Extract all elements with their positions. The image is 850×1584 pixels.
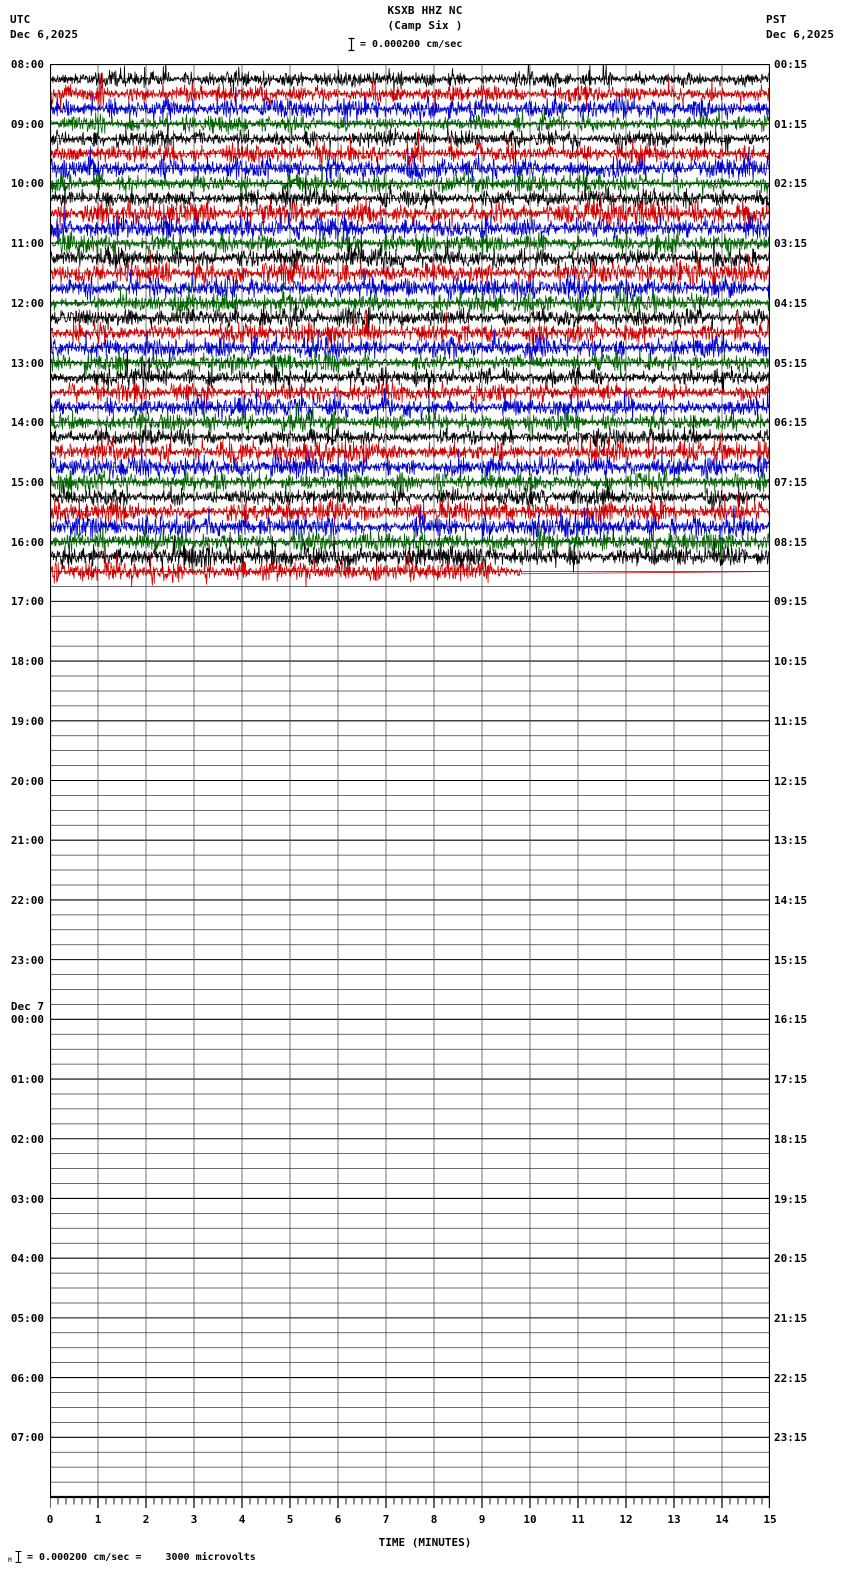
- axis-tick-label: 1: [94, 1513, 102, 1526]
- hour-label-right: 00:15: [774, 58, 808, 71]
- hour-label-left: 18:00: [10, 655, 44, 669]
- hour-label-right: 02:15: [774, 177, 808, 191]
- hour-label-left: 06:00: [10, 1371, 44, 1385]
- hour-label-left: 03:00: [10, 1192, 44, 1206]
- hour-label-left: 02:00: [10, 1132, 44, 1146]
- hour-label-left: 23:00: [10, 953, 44, 967]
- hour-label-right: 10:15: [774, 655, 808, 669]
- hour-label-left: 21:00: [10, 834, 44, 848]
- header-scale-legend: [348, 36, 462, 52]
- hour-label-right: 03:15: [774, 237, 808, 251]
- axis-tick-label: 11: [571, 1513, 585, 1526]
- axis-tick-label: 6: [334, 1513, 342, 1526]
- hour-label-right: 16:15: [774, 1013, 808, 1027]
- hour-label-right: 17:15: [774, 1073, 808, 1086]
- hour-label-right: 05:15: [774, 356, 808, 370]
- hour-label-right: 19:15: [774, 1192, 808, 1206]
- scale-bar-icon: [8, 1549, 22, 1565]
- hour-label-left: 12:00: [10, 296, 44, 310]
- axis-tick-label: 13: [667, 1513, 681, 1526]
- hour-label-right: 20:15: [774, 1252, 808, 1266]
- hour-label-right: 22:15: [774, 1371, 808, 1385]
- hour-label-right: 21:15: [774, 1311, 808, 1325]
- axis-tick-label: 9: [478, 1513, 486, 1526]
- time-axis-title: TIME (MINUTES): [378, 1536, 472, 1549]
- axis-tick-label: 0: [46, 1513, 54, 1526]
- footer-scale-legend: [8, 1548, 256, 1566]
- hour-label-right: 12:15: [774, 774, 808, 788]
- hour-label-left: 17:00: [10, 595, 44, 609]
- hour-label-right: 01:15: [774, 117, 808, 131]
- axis-tick-label: 8: [430, 1513, 438, 1526]
- hour-label-right: 07:15: [774, 476, 808, 489]
- axis-tick-label: 14: [715, 1513, 729, 1526]
- axis-tick-label: 4: [238, 1513, 246, 1526]
- hour-label-left: 04:00: [10, 1252, 44, 1266]
- axis-tick-label: 7: [382, 1513, 390, 1526]
- axis-tick-label: 15: [763, 1513, 777, 1526]
- hour-label-left: 05:00: [10, 1311, 44, 1325]
- svg-text:M: M: [8, 1557, 12, 1564]
- hour-label-right: 11:15: [774, 714, 808, 728]
- hour-label-right: 13:15: [774, 834, 808, 848]
- pst-date-label: Dec 6,2025: [766, 28, 835, 41]
- hour-label-left: 22:00: [10, 893, 44, 907]
- hour-label-left: 09:00: [10, 117, 44, 131]
- utc-timezone-label: UTC: [10, 13, 31, 26]
- hour-label-left: 00:00: [10, 1013, 44, 1027]
- hour-label-right: 09:15: [774, 595, 808, 609]
- helicorder-plot[interactable]: [50, 64, 770, 1497]
- axis-tick-label: 5: [286, 1513, 294, 1526]
- hour-label-right: 14:15: [774, 893, 808, 907]
- day-change-label: Dec 7: [10, 1000, 44, 1014]
- hour-label-right: 04:15: [774, 296, 808, 310]
- axis-tick-label: 2: [142, 1513, 150, 1526]
- hour-label-right: 18:15: [774, 1132, 808, 1146]
- hour-label-left: 19:00: [10, 714, 44, 728]
- hour-label-right: 15:15: [774, 953, 808, 967]
- hour-label-right: 06:15: [774, 416, 808, 430]
- axis-tick-label: 3: [190, 1513, 198, 1526]
- hour-label-left: 20:00: [10, 774, 44, 788]
- hour-label-left: 10:00: [10, 177, 44, 191]
- hour-label-left: 07:00: [10, 1431, 44, 1445]
- hour-label-left: 14:00: [10, 416, 44, 430]
- hour-label-left: 13:00: [10, 356, 44, 370]
- hour-label-left: 11:00: [10, 237, 44, 251]
- hour-label-right: 08:15: [774, 535, 808, 549]
- hour-label-left: 01:00: [10, 1073, 44, 1086]
- hour-label-right: 23:15: [774, 1431, 808, 1445]
- hour-label-left: 15:00: [10, 476, 44, 489]
- axis-tick-label: 10: [523, 1513, 537, 1526]
- axis-tick-label: 12: [619, 1513, 633, 1526]
- station-title: KSXB HHZ NC: [387, 4, 463, 17]
- helicorder-canvas: [50, 64, 770, 1497]
- footer-scale-text: = 0.000200 cm/sec = 3000 microvolts: [27, 1551, 256, 1563]
- hour-label-left: 08:00: [10, 58, 44, 71]
- scale-legend-text: = 0.000200 cm/sec: [360, 38, 463, 50]
- hour-label-left: 16:00: [10, 535, 44, 549]
- site-name-title: (Camp Six ): [387, 19, 463, 32]
- scale-bar-icon: [348, 37, 355, 52]
- pst-timezone-label: PST: [766, 13, 787, 26]
- utc-date-label: Dec 6,2025: [10, 28, 79, 41]
